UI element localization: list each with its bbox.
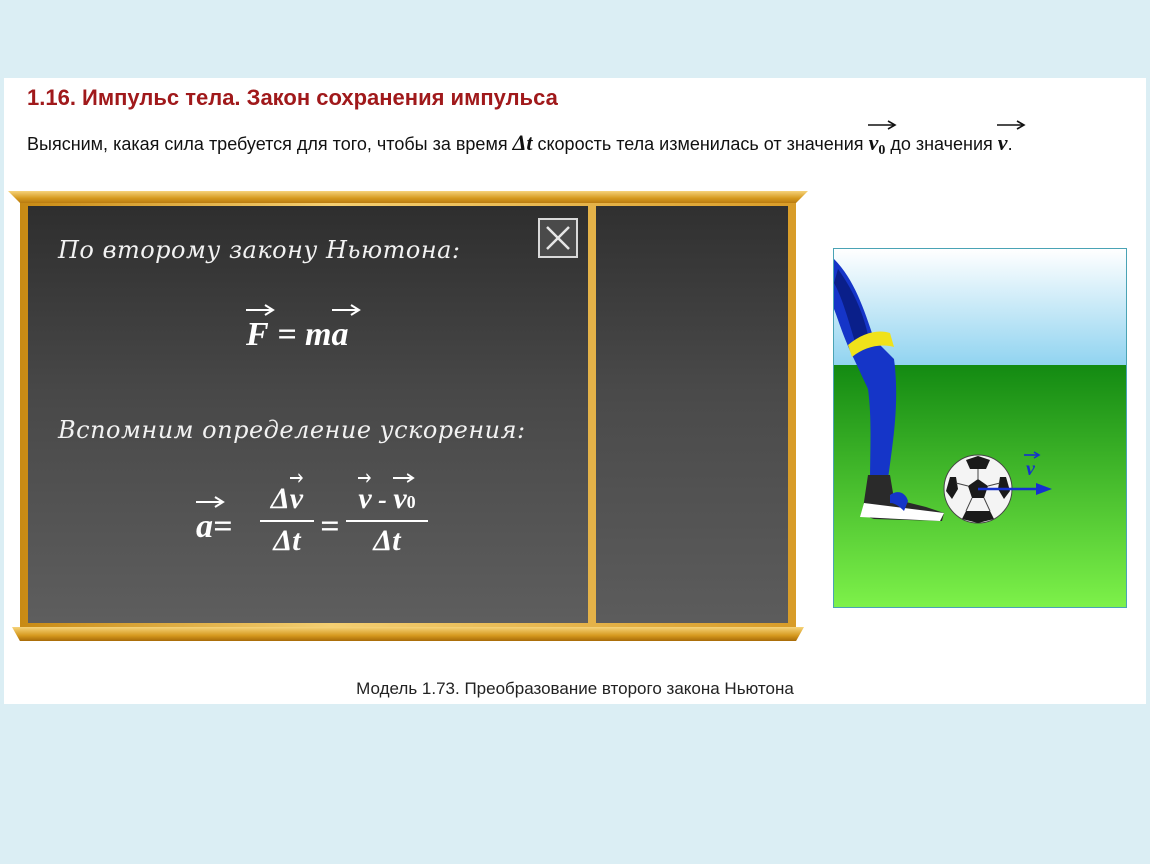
vector-arrow-icon <box>196 496 226 508</box>
equals-sign-1: = <box>213 508 233 545</box>
acceleration-heading: Вспомним определение ускорения: <box>58 416 526 444</box>
kick-illustration <box>834 249 1127 608</box>
newton-second-law-equation <box>246 316 349 354</box>
fraction1-numerator: Δ v <box>260 482 314 516</box>
fraction2-numerator: v - v0 <box>346 482 428 516</box>
vector-arrow-icon <box>290 473 303 483</box>
board-bottom-rail <box>12 627 804 641</box>
vector-arrow-icon <box>393 473 415 483</box>
v-base: v <box>997 130 1008 155</box>
v0-base: v <box>868 130 879 155</box>
page-title: 1.16. Импульс тела. Закон сохранения импульса <box>27 85 558 110</box>
board-side-panel <box>596 206 788 623</box>
v0-symbol <box>869 130 886 159</box>
velocity-label: v <box>1026 458 1035 480</box>
fraction-v-minus-v0-over-delta-t <box>346 480 428 570</box>
intro-period: . <box>1007 134 1013 154</box>
force-vector: F <box>246 316 269 354</box>
delta-t-symbol: Δt <box>512 130 533 155</box>
board-top-rail <box>8 191 808 203</box>
intro-part-3: до значения <box>885 134 998 154</box>
v0-subscript: 0 <box>878 143 886 158</box>
football-kick-scene <box>833 248 1127 608</box>
vector-arrow-icon <box>358 473 371 483</box>
vector-arrow-icon <box>997 120 1027 130</box>
close-button[interactable] <box>538 218 578 258</box>
intro-part-2: скорость тела изменилась от значения <box>532 134 869 154</box>
board-main-panel <box>28 206 588 623</box>
intro-text <box>27 130 1137 159</box>
chalkboard <box>8 191 808 643</box>
fraction1-bar <box>260 520 314 522</box>
fraction1-denominator: Δt <box>273 524 301 557</box>
intro-part-1: Выясним, какая сила требуется для того, чтобы за время <box>27 134 513 154</box>
close-icon <box>540 220 576 256</box>
fraction2-bar <box>346 520 428 522</box>
acceleration-vector: a <box>332 316 349 354</box>
acceleration-vector-lhs: a <box>196 508 213 546</box>
board-frame <box>20 203 796 629</box>
vector-arrow-icon <box>332 304 362 316</box>
vector-arrow-icon <box>868 120 898 130</box>
equals-m: = m <box>268 316 332 353</box>
v-symbol <box>998 130 1008 156</box>
model-caption: Модель 1.73. Преобразование второго закона Ньютона <box>356 679 794 698</box>
acceleration-lhs <box>196 508 232 546</box>
vector-arrow-icon <box>246 304 276 316</box>
newton-law-heading: По второму закону Ньютона: <box>58 236 461 264</box>
fraction-delta-v-over-delta-t <box>260 480 314 570</box>
fraction2-denominator: Δt <box>373 524 401 557</box>
equals-sign-2: = <box>320 508 340 545</box>
